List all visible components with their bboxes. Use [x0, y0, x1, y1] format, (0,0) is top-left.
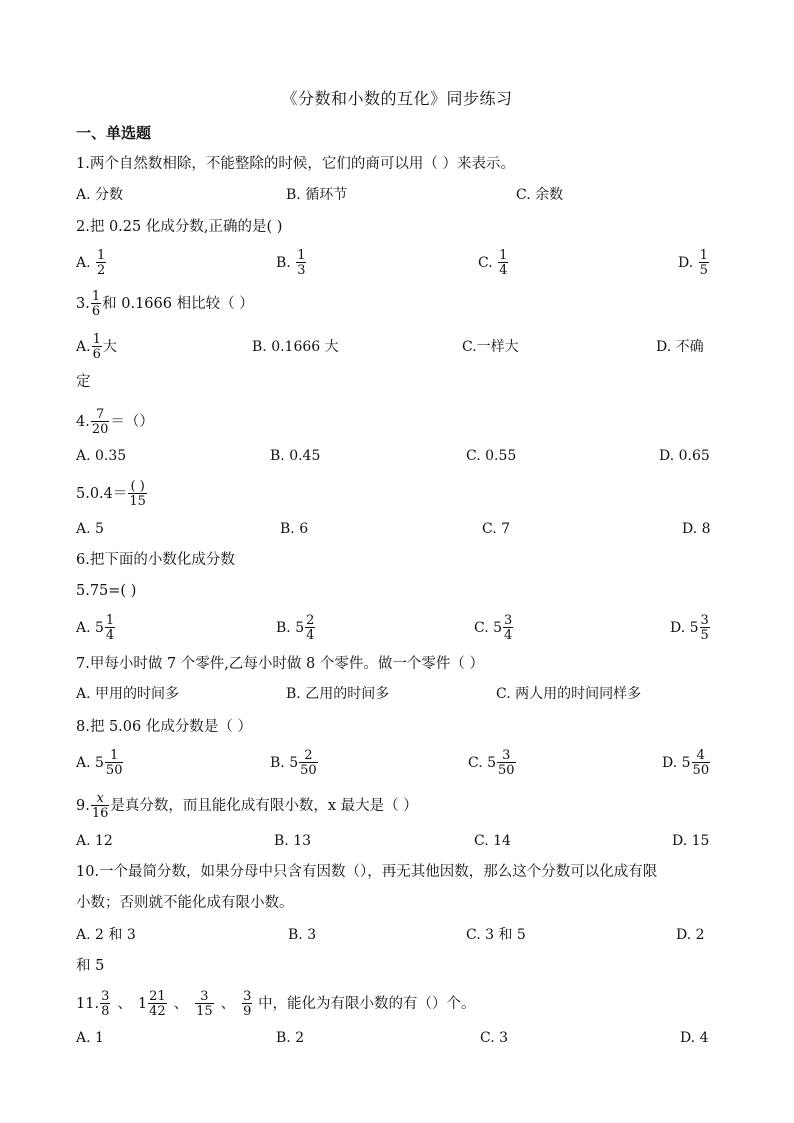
- q8-option-d[interactable]: D. 5 $\frac{4}{50}$: [662, 748, 710, 778]
- q9-option-c[interactable]: C. 14: [474, 833, 511, 849]
- fraction: $\frac{1}{4}$: [499, 248, 508, 278]
- q7-option-a[interactable]: A. 甲用的时间多: [76, 686, 180, 702]
- q1-option-c[interactable]: C. 余数: [516, 187, 564, 203]
- question-1-options: [76, 180, 712, 210]
- q6-option-d[interactable]: D. 5 $\frac{3}{5}$: [670, 613, 709, 643]
- section-heading: 一、单选题: [76, 124, 152, 142]
- q10-option-d[interactable]: D. 2: [676, 927, 705, 943]
- q10-option-c[interactable]: C. 3 和 5: [466, 927, 526, 943]
- question-3: 3. $\frac{1}{6}$ 和 0.1666 相比较（ ）: [76, 289, 254, 319]
- fraction: $\frac{3}{5}$: [700, 613, 709, 643]
- q3-option-b[interactable]: B. 0.1666 大: [252, 339, 339, 355]
- q7-option-c[interactable]: C. 两人用的时间同样多: [496, 686, 642, 702]
- question-5-options: [76, 514, 712, 544]
- fraction: $\frac{21}{42}$: [149, 989, 166, 1019]
- q9-option-d[interactable]: D. 15: [672, 833, 710, 849]
- question-5: 5.0.4＝ $\frac{( )}{15}$: [76, 479, 146, 509]
- fraction: $\frac{3}{8}$: [101, 989, 110, 1019]
- fraction: $\frac{1}{5}$: [699, 248, 708, 278]
- question-6: 6.把下面的小数化成分数: [76, 552, 235, 568]
- fraction: $\frac{3}{9}$: [243, 989, 252, 1019]
- fraction: $\frac{1}{3}$: [297, 248, 306, 278]
- q5-option-c[interactable]: C. 7: [482, 521, 511, 537]
- question-9-options: [76, 826, 712, 856]
- fraction: $\frac{x}{16}$: [91, 791, 109, 821]
- page-title: 《分数和小数的互化》同步练习: [281, 89, 513, 108]
- fraction: $\frac{1}{6}$: [91, 289, 101, 319]
- q8-option-c[interactable]: C. 5 $\frac{3}{50}$: [468, 748, 515, 778]
- q9-option-a[interactable]: A. 12: [76, 833, 113, 849]
- fraction: $\frac{1}{6}$: [92, 332, 101, 362]
- q5-option-a[interactable]: A. 5: [76, 521, 104, 537]
- question-3-options: [76, 332, 712, 362]
- q4-option-d[interactable]: D. 0.65: [659, 448, 710, 464]
- q10-option-d-wrap: 和 5: [76, 958, 105, 974]
- q8-option-a[interactable]: A. 5 $\frac{1}{50}$: [76, 748, 123, 778]
- fraction: $\frac{4}{50}$: [692, 748, 710, 778]
- q2-option-d[interactable]: D. $\frac{1}{5}$: [678, 248, 708, 278]
- fraction: $\frac{1}{50}$: [105, 748, 123, 778]
- q3-option-d[interactable]: D. 不确: [656, 339, 704, 355]
- q7-option-b[interactable]: B. 乙用的时间多: [286, 686, 390, 702]
- q8-option-b[interactable]: B. 5 $\frac{2}{50}$: [270, 748, 317, 778]
- question-8-options: [76, 748, 712, 778]
- question-6-sub: 5.75=( ): [76, 583, 137, 599]
- q11-option-c[interactable]: C. 3: [480, 1030, 509, 1046]
- question-7: 7.甲每小时做 7 个零件,乙每小时做 8 个零件。做一个零件（ ）: [76, 656, 484, 672]
- question-1: 1.两个自然数相除，不能整除的时候，它们的商可以用（ ）来表示。: [76, 156, 515, 172]
- fraction: $\frac{1}{2}$: [97, 248, 106, 278]
- q11-option-a[interactable]: A. 1: [76, 1030, 104, 1046]
- question-2-options: [76, 248, 712, 278]
- question-8: 8.把 5.06 化成分数是（ ）: [76, 719, 252, 735]
- q4-option-b[interactable]: B. 0.45: [270, 448, 321, 464]
- q4-option-c[interactable]: C. 0.55: [466, 448, 517, 464]
- fraction: $\frac{2}{50}$: [300, 748, 317, 778]
- question-9: 9. $\frac{x}{16}$ 是真分数，而且能化成有限小数，x 最大是（ ）: [76, 791, 418, 821]
- question-4: 4. $\frac{7}{20}$ ＝（）: [76, 407, 154, 437]
- q5-option-d[interactable]: D. 8: [682, 521, 711, 537]
- q10-option-a[interactable]: A. 2 和 3: [76, 927, 136, 943]
- q6-option-c[interactable]: C. 5 $\frac{3}{4}$: [474, 613, 513, 643]
- fraction: $\frac{7}{20}$: [91, 407, 109, 437]
- question-10-options: [76, 920, 712, 950]
- q3-option-c[interactable]: C.一样大: [462, 339, 519, 355]
- q5-option-b[interactable]: B. 6: [280, 521, 309, 537]
- question-2: 2.把 0.25 化成分数,正确的是( ): [76, 219, 283, 235]
- fraction: $\frac{3}{50}$: [498, 748, 515, 778]
- q11-option-d[interactable]: D. 4: [680, 1030, 709, 1046]
- q3-option-a[interactable]: A. $\frac{1}{6}$ 大: [76, 332, 117, 362]
- question-11-options: [76, 1023, 712, 1053]
- fraction: $\frac{3}{15}$: [196, 989, 213, 1019]
- question-10-line-2: 小数；否则就不能化成有限小数。: [76, 895, 294, 911]
- fraction: $\frac{( )}{15}$: [129, 479, 146, 509]
- q6-option-a[interactable]: A. 5 $\frac{1}{4}$: [76, 613, 115, 643]
- q1-option-a[interactable]: A. 分数: [76, 187, 124, 203]
- question-11: 11. $\frac{3}{8}$ 、 1 $\frac{21}{42}$ 、 $\frac{3}{15}$ 、 $\frac{3}{9}$ 中，能化为有限小数的有（）个。: [76, 989, 476, 1019]
- q2-option-c[interactable]: C. $\frac{1}{4}$: [478, 248, 508, 278]
- q3-option-d-wrap: 定: [76, 374, 91, 390]
- question-10-line-1: 10.一个最简分数，如果分母中只含有因数（），再无其他因数，那么这个分数可以化成有限: [76, 864, 658, 880]
- q9-option-b[interactable]: B. 13: [274, 833, 312, 849]
- q10-option-b[interactable]: B. 3: [288, 927, 317, 943]
- fraction: $\frac{2}{4}$: [306, 613, 315, 643]
- question-6-options: [76, 613, 712, 643]
- fraction: $\frac{1}{4}$: [105, 613, 115, 643]
- q2-option-a[interactable]: A. $\frac{1}{2}$: [76, 248, 106, 278]
- q11-option-b[interactable]: B. 2: [276, 1030, 305, 1046]
- q2-option-b[interactable]: B. $\frac{1}{3}$: [276, 248, 306, 278]
- q4-option-a[interactable]: A. 0.35: [76, 448, 127, 464]
- fraction: $\frac{3}{4}$: [504, 613, 513, 643]
- q1-option-b[interactable]: B. 循环节: [286, 187, 348, 203]
- q6-option-b[interactable]: B. 5 $\frac{2}{4}$: [276, 613, 315, 643]
- question-4-options: [76, 441, 712, 471]
- question-7-options: [76, 679, 712, 709]
